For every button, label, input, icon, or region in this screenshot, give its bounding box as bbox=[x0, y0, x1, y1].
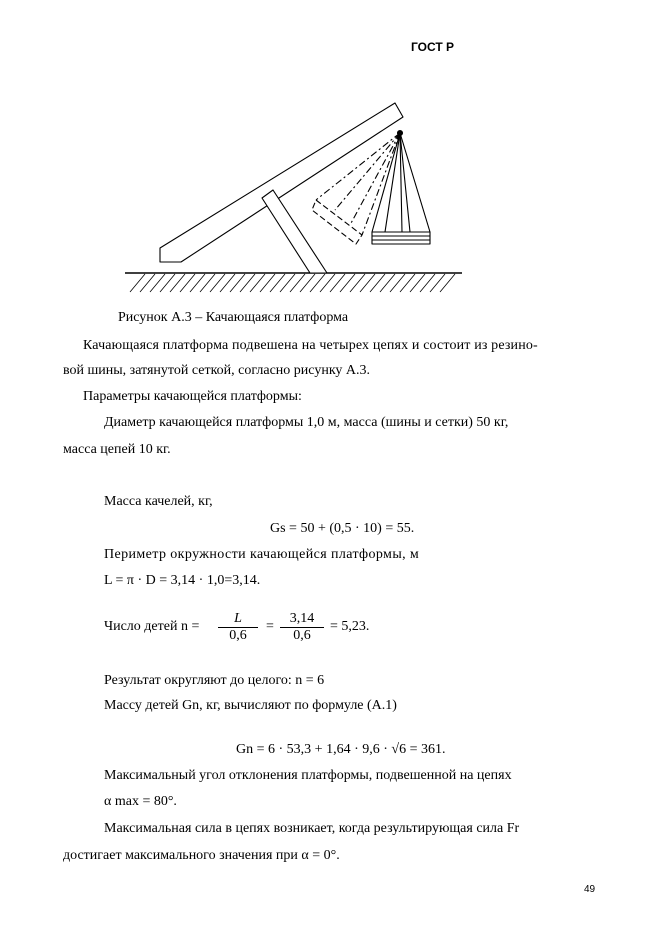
paragraph-2: Параметры качающейся платформы: bbox=[83, 389, 302, 404]
platform-swung bbox=[312, 200, 362, 244]
gn-formula: Gn = 6 · 53,3 + 1,64 · 9,6 · √6 = 361. bbox=[236, 742, 446, 757]
children-label: Число детей n = bbox=[104, 619, 200, 634]
inclined-beam bbox=[160, 103, 403, 262]
fraction-l-over-0-6 bbox=[218, 611, 258, 644]
gs-formula: Gs = 50 + (0,5 · 10) = 55. bbox=[270, 521, 415, 536]
fraction-3-14-over-0-6 bbox=[280, 611, 324, 644]
paragraph-1-line-2: вой шины, затянутой сеткой, согласно рисунку А.3. bbox=[63, 363, 371, 378]
force-line-1: Максимальная сила в цепях возникает, когда результирующая сила Fr bbox=[104, 821, 520, 836]
figure-caption: Рисунок А.3 – Качающаяся платформа bbox=[118, 310, 349, 325]
force-line-2: достигает максимального значения при α = 0°. bbox=[63, 848, 340, 863]
mass-label: Масса качелей, кг, bbox=[104, 494, 213, 509]
platform-tire bbox=[372, 232, 430, 244]
perimeter-label: Периметр окружности качающейся платформы, м bbox=[104, 547, 420, 562]
children-result: = 5,23. bbox=[330, 619, 370, 634]
angle-value: α max = 80°. bbox=[104, 794, 177, 809]
gn-label: Массу детей Gn, кг, вычисляют по формуле (А.1) bbox=[104, 698, 397, 713]
rounding-text: Результат округляют до целого: n = 6 bbox=[104, 673, 325, 688]
perimeter-formula: L = π · D = 3,14 · 1,0=3,14. bbox=[104, 573, 261, 588]
paragraph-3-line-2: масса цепей 10 кг. bbox=[63, 442, 171, 457]
paragraph-1-line-1: Качающаяся платформа подвешена на четырех цепях и состоит из резино- bbox=[83, 338, 538, 353]
angle-label: Максимальный угол отклонения платформы, подвешенной на цепях bbox=[104, 768, 512, 783]
fraction-1-numerator: L bbox=[234, 611, 242, 626]
support-strut bbox=[262, 190, 327, 273]
fraction-2-numerator: 3,14 bbox=[289, 611, 315, 626]
fraction-2-denominator: 0,6 bbox=[280, 627, 324, 644]
ground-hatching bbox=[130, 274, 455, 292]
fraction-1-denominator: 0,6 bbox=[218, 627, 258, 644]
page-number: 49 bbox=[584, 884, 596, 895]
equals-sign: = bbox=[266, 619, 274, 634]
document-code: ГОСТ Р bbox=[411, 40, 455, 54]
swinging-platform-figure bbox=[125, 98, 465, 303]
paragraph-3-line-1: Диаметр качающейся платформы 1,0 м, масса (шины и сетки) 50 кг, bbox=[104, 415, 509, 430]
